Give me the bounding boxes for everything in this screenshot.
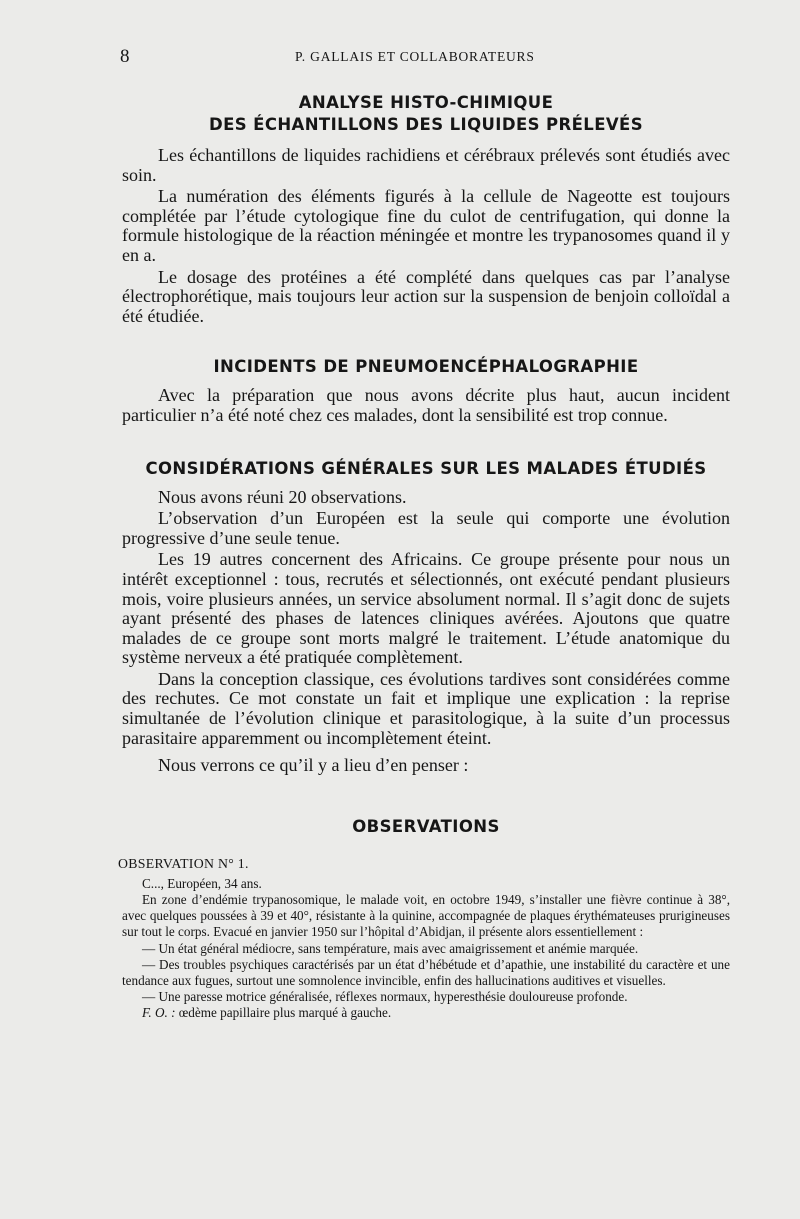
section-title-analyse — [122, 92, 730, 136]
paragraph: Dans la conception classique, ces évolutions tardives sont considérées comme des rechutes. Ce mot constate un fait et implique une explication : la reprise simultanée de l’évolution clinique et parasitologique, à la suite d’un processus parasitaire apparemment ou incomplètement éteint. — [122, 668, 730, 748]
page-number: 8 — [120, 46, 130, 67]
observation-item: — Une paresse motrice généralisée, réflexes normaux, hyperesthésie douloureuse profonde. — [142, 989, 628, 1005]
fundus-text: œdème papillaire plus marqué à gauche. — [175, 1005, 392, 1021]
section-title-considerations: CONSIDÉRATIONS GÉNÉRALES SUR LES MALADES ÉTUDIÉS — [145, 458, 707, 478]
section-title-incidents: INCIDENTS DE PNEUMOENCÉPHALOGRAPHIE — [213, 357, 639, 377]
page-header — [120, 46, 760, 68]
observation-item: — Des troubles psychiques caractérisés par un état d’hébétude et d’apathie, une instabilité du caractère et une tendance aux fugues, surtout une somnolence invincible, enfin des hallucinations auditives et visuelles. — [122, 956, 730, 989]
observation-item: — Un état général médiocre, sans température, mais avec amaigrissement et anémie marquée. — [142, 940, 639, 956]
section-title-observations: OBSERVATIONS — [352, 816, 500, 836]
observation-text: En zone d’endémie trypanosomique, le malade voit, en octobre 1949, s’installer une fièvre continue à 38°, avec quelques poussées à 39 et 40°, résistante à la quinine, accompagnée de plaques érythémateuses prurigineuses sur tout le corps. Evacué en janvier 1950 sur l’hôpital d’Abidjan, il présente alors essentiellement : — [122, 892, 730, 940]
fundus-note — [122, 1005, 730, 1021]
paragraph: Les 19 autres concernent des Africains. Ce groupe présente pour nous un intérêt exceptionnel : tous, recrutés et sélectionnés, ont exécuté pendant plusieurs mois, voire plusieurs années, un service absolument normal. Il s’agit donc de sujets ayant présenté des phases de latences cliniques avérées. Ajoutons que quatre malades de ce groupe sont morts malgré le traitement. L’étude anatomique du système nerveux a été pratiquée complètement. — [122, 549, 730, 668]
paragraph: Les échantillons de liquides rachidiens et cérébraux prélevés sont étudiés avec soin. — [122, 145, 730, 185]
observation-label: OBSERVATION N° 1. — [118, 855, 249, 871]
page-content — [118, 92, 730, 1022]
fundus-label: F. O. : — [142, 1005, 176, 1021]
section-title-analyse-line2: DES ÉCHANTILLONS DES LIQUIDES PRÉLEVÉS — [208, 115, 644, 134]
paragraph: Nous avons réuni 20 observations. — [158, 486, 407, 507]
paragraph: Le dosage des protéines a été complété dans quelques cas par l’analyse électrophorétique, mais toujours leur action sur la suspension de benjoin colloïdal a été étudiée. — [122, 266, 730, 326]
paragraph: L’observation d’un Européen est la seule qui comporte une évolution progressive d’une seule tenue. — [122, 508, 730, 548]
paragraph: La numération des éléments figurés à la cellule de Nageotte est toujours complétée par l’étude cytologique fine du culot de centrifugation, qui donne la formule histologique de la réaction méningée et montre les trypanosomes quand il y en a. — [122, 186, 730, 265]
patient-line: C..., Européen, 34 ans. — [142, 875, 262, 891]
paragraph: Avec la préparation que nous avons décrite plus haut, aucun incident particulier n’a été noté chez ces malades, dont la sensibilité est trop connue. — [122, 385, 730, 425]
paragraph: Nous verrons ce qu’il y a lieu d’en penser : — [158, 755, 469, 776]
running-head: P. GALLAIS ET COLLABORATEURS — [295, 49, 535, 64]
section-title-analyse-line1: ANALYSE HISTO-CHIMIQUE — [298, 93, 554, 112]
